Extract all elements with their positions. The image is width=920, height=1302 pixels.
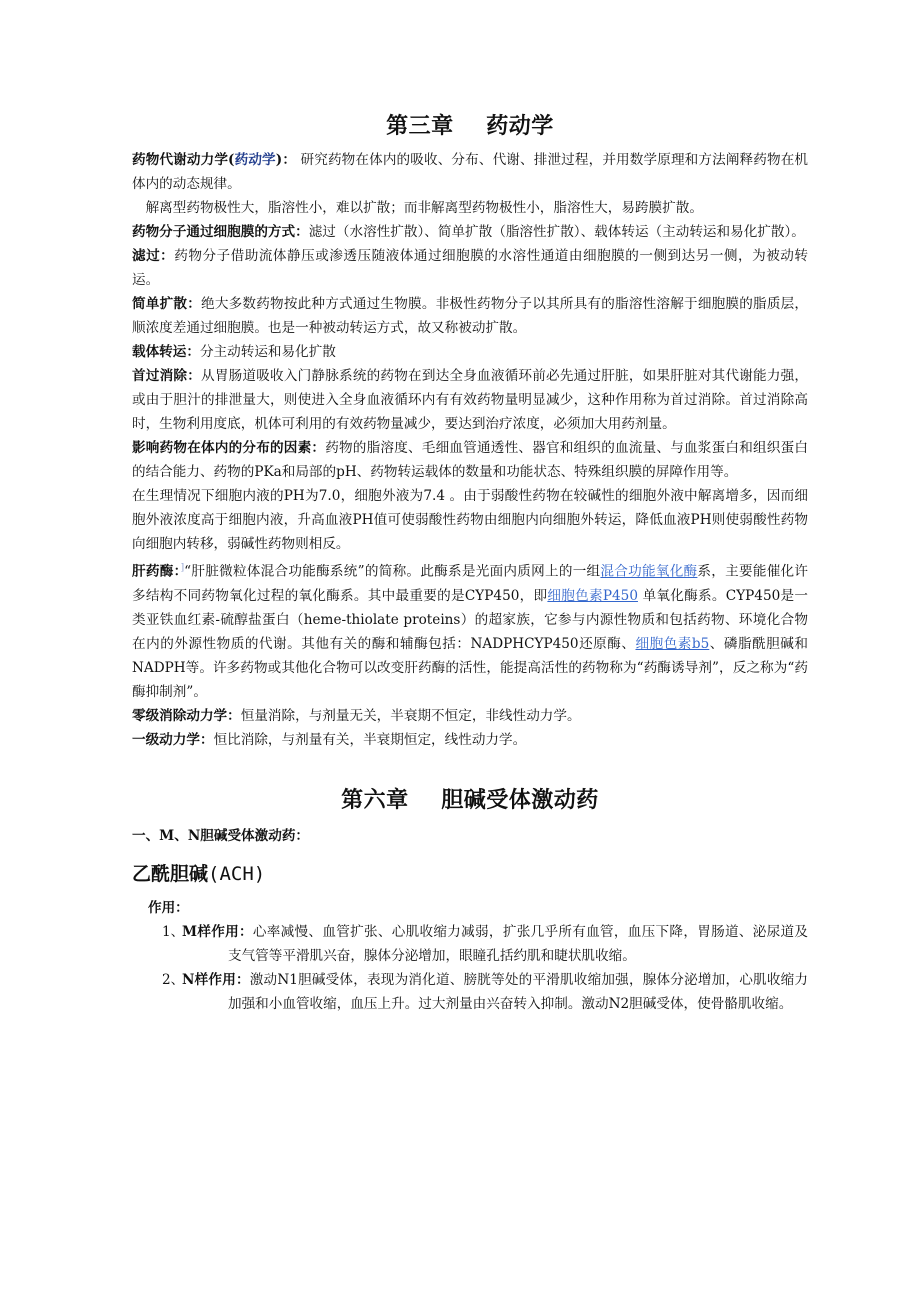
paragraph-pharmacokinetics: 药物代谢动力学(药动学)： 研究药物在体内的吸收、分布、代谢、排泄过程，并用数学原理和方法阐释药物在机体内的动态规律。 bbox=[132, 152, 809, 192]
paragraph-first-pass: 首过消除：从胃肠道吸收入门静脉系统的药物在到达全身血液循环前必先通过肝脏，如果肝脏对其代谢能力强，或由于胆汁的排泄量大，则使进入全身血液循环内有有效药物量明显减少，这种作用称为首过消除。首过消除高时，生物利用度底，机体可利用的有效药物量减少，要达到治疗浓度，必须加大用药剂量。 bbox=[132, 368, 809, 432]
paragraph-zero-order: 零级消除动力学：恒量消除，与剂量无关，半衰期不恒定，非线性动力学。 bbox=[132, 707, 581, 724]
paragraph-liver-enzyme: 肝药酶：]“肝脏微粒体混合功能酶系统”的简称。此酶系是光面内质网上的一组混合功能氧化酶系，主要能催化许多结构不同药物氧化过程的氧化酶系。其中最重要的是CYP450，即细胞色素P450 单氧化酶系。CYP450是一类亚铁血红素-硫醇盐蛋白（heme-thiolate proteins）的超家族，它参与内源性物质和包括药物、环境化合物在内的外源性物质的代谢。其他有关的酶和辅酶包括：NADPHCYP450还原酶、细胞色素b5、磷脂酰胆碱和NADPH等。许多药物或其他化合物可以改变肝药酶的活性，能提高活性的药物称为“药酶诱导剂”，反之称为“药酶抑制剂”。 bbox=[132, 563, 809, 700]
footnote-mark: ] bbox=[180, 563, 185, 573]
section-heading-mn: 一、M、N胆碱受体激动药： bbox=[132, 827, 310, 844]
effects-label: 作用： bbox=[148, 899, 189, 916]
document-content bbox=[132, 108, 808, 1016]
list-item: 1、M样作用：心率减慢、血管扩张、心肌收缩力减弱，扩张几乎所有血管，血压下降，胃肠道、泌尿道及支气管等平滑肌兴奋，腺体分泌增加，眼瞳孔括约肌和睫状肌收缩。 bbox=[162, 923, 808, 964]
list-item: 2、N样作用：激动N1胆碱受体，表现为消化道、膀胱等处的平滑肌收缩加强，腺体分泌增加，心肌收缩力加强和小血管收缩，血压上升。过大剂量由兴奋转入抑制。激动N2胆碱受体，使骨骼肌收缩。 bbox=[162, 971, 808, 1012]
section-gap bbox=[132, 752, 808, 782]
drug-heading: 乙酰胆碱(ACH) bbox=[132, 862, 266, 885]
paragraph-filtration: 滤过：药物分子借助流体静压或渗透压随液体通过细胞膜的水溶性通道由细胞膜的一侧到达另一侧，为被动转运。 bbox=[132, 248, 808, 288]
link-mixed-function-oxidase[interactable]: 混合功能氧化酶 bbox=[600, 563, 698, 580]
paragraph-membrane-transport: 药物分子通过细胞膜的方式：滤过（水溶性扩散）、简单扩散（脂溶性扩散）、载体转运（主动转运和易化扩散）。 bbox=[132, 224, 805, 240]
link-cytochrome-p450[interactable]: 细胞色素P450 bbox=[547, 587, 638, 604]
paragraph-simple-diffusion: 简单扩散：绝大多数药物按此种方式通过生物膜。非极性药物分子以其所具有的脂溶性溶解于细胞膜的脂质层，顺浓度差通过细胞膜。也是一种被动转运方式，故又称被动扩散。 bbox=[132, 296, 809, 336]
paragraph-ionization: 解离型药物极性大，脂溶性小，难以扩散；而非解离型药物极性小，脂溶性大，易跨膜扩散。 bbox=[145, 200, 703, 216]
paragraph-distribution-factors: 影响药物在体内的分布的因素：药物的脂溶度、毛细血管通透性、器官和组织的血流量、与血浆蛋白和组织蛋白的结合能力、药物的PKa和局部的pH、药物转运载体的数量和功能状态、特殊组织膜的屏障作用等。 bbox=[132, 440, 808, 480]
paragraph-carrier-transport: 载体转运：分主动转运和易化扩散 bbox=[132, 344, 336, 360]
paragraph-ph: 在生理情况下细胞内液的PH为7.0，细胞外液为7.4 。由于弱酸性药物在较碱性的细胞外液中解离增多，因而细胞外液浓度高于细胞内液，升高血液PH值可使弱酸性药物由细胞内向细胞外转运，降低血液PH则使弱酸性药物向细胞内转移，弱碱性药物则相反。 bbox=[132, 488, 808, 552]
link-cytochrome-b5[interactable]: 细胞色素b5 bbox=[635, 635, 710, 652]
chapter3-title: 第三章 药动学 bbox=[386, 113, 554, 139]
paragraph-first-order: 一级动力学：恒比消除，与剂量有关，半衰期恒定，线性动力学。 bbox=[132, 731, 527, 748]
chapter6-title: 第六章 胆碱受体激动药 bbox=[341, 786, 599, 813]
pharmacokinetics-term: 药动学 bbox=[234, 152, 276, 168]
